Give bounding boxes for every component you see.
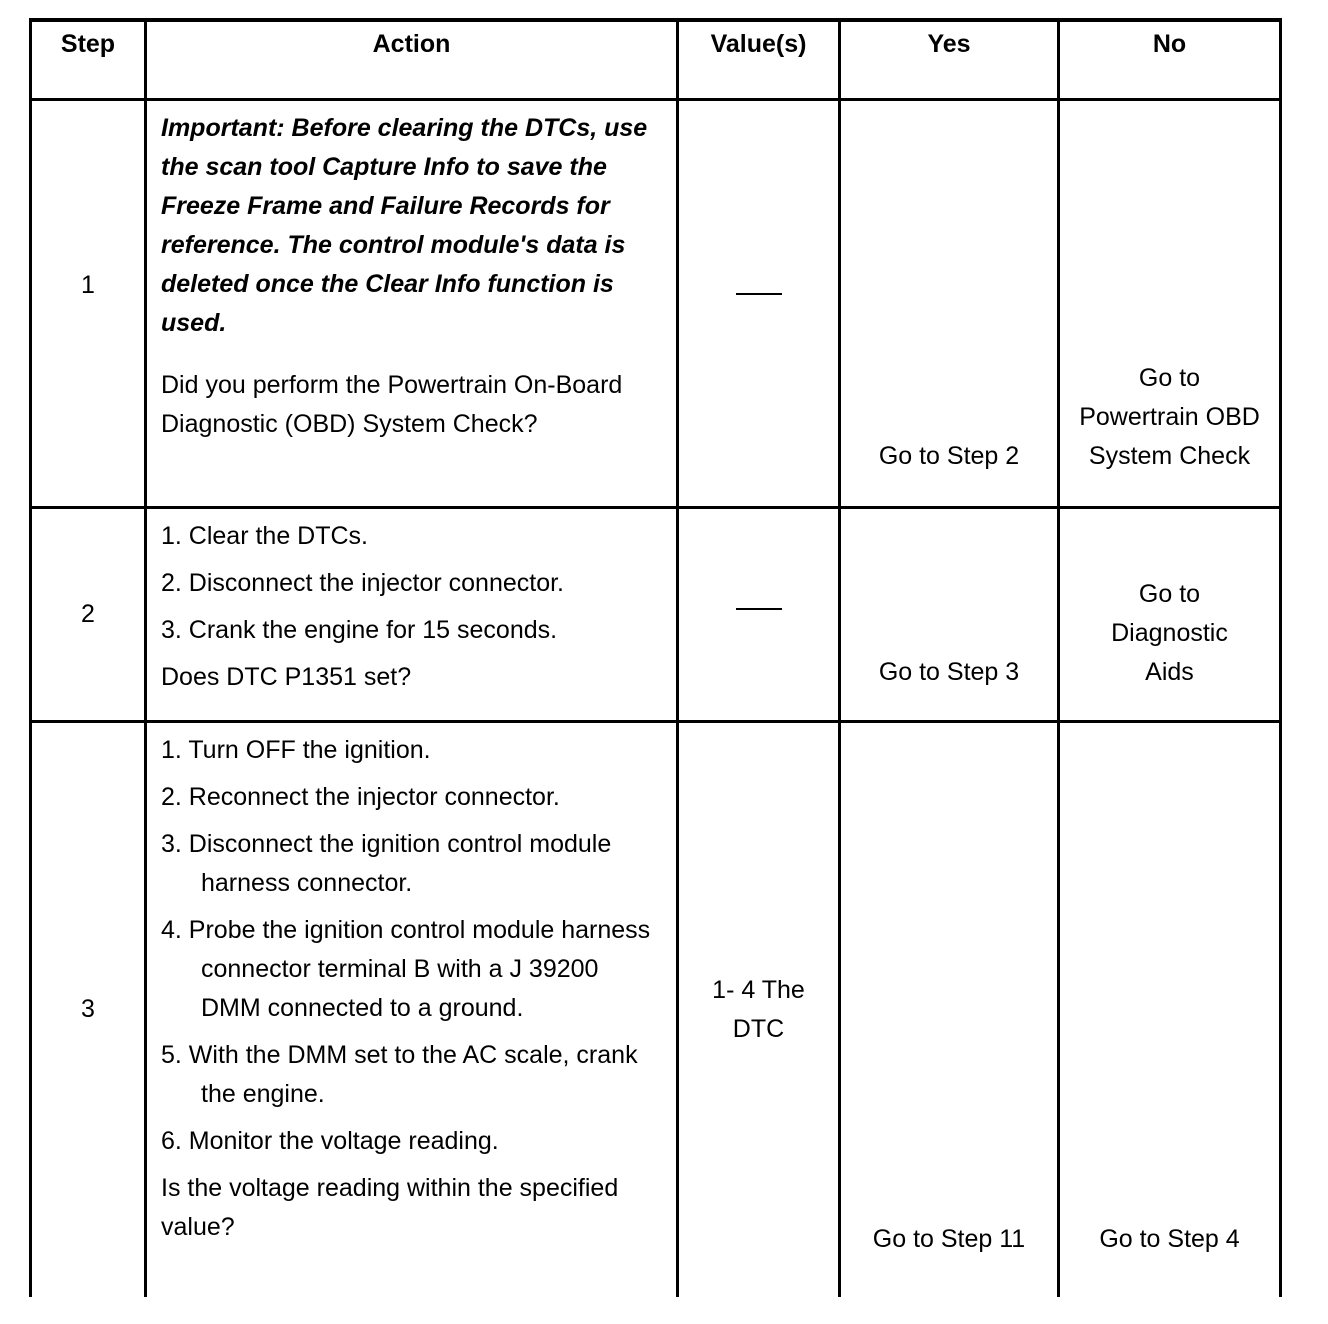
header-yes: Yes — [840, 20, 1059, 100]
action-step: 1. Turn OFF the ignition. — [161, 736, 431, 764]
step-number-text: 2 — [81, 600, 95, 628]
action-question: Did you perform the Powertrain On-Board Diagnostic (OBD) System Check? — [161, 371, 623, 438]
value-text: 1- 4 The DTC — [712, 975, 805, 1043]
action-step: 2. Reconnect the injector connector. — [161, 783, 560, 811]
yes-cell — [840, 100, 1059, 508]
action-question: Does DTC P1351 set? — [161, 663, 412, 691]
value-dash — [736, 293, 782, 295]
action-step: 5. With the DMM set to the AC scale, crank the engine. — [161, 1041, 638, 1108]
action-step: 1. Clear the DTCs. — [161, 522, 369, 550]
yes-link[interactable]: Go to Step 11 — [872, 1224, 1026, 1253]
step-number — [31, 722, 146, 1297]
no-link[interactable]: Go to Step 4 — [1099, 1224, 1240, 1253]
table-header-row — [31, 20, 1281, 100]
no-cell — [1059, 100, 1281, 508]
header-values: Value(s) — [678, 20, 840, 100]
no-link[interactable]: Go to Powertrain OBD System Check — [1079, 364, 1260, 470]
yes-cell — [840, 722, 1059, 1297]
important-note: Important: Before clearing the DTCs, use the scan tool Capture Info to save the Freeze Frame and Failure Records for reference. The control module's data is deleted once the Clear Info function is used. — [161, 114, 648, 337]
action-step: 3. Crank the engine for 15 seconds. — [161, 616, 558, 644]
header-step: Step — [31, 20, 146, 100]
value-dash — [736, 608, 782, 610]
header-no: No — [1059, 20, 1281, 100]
action-step: 4. Probe the ignition control module harness connector terminal B with a J 39200 DMM connected to a ground. — [161, 916, 651, 1022]
value-cell — [678, 508, 840, 722]
table-row — [31, 100, 1281, 508]
no-cell — [1059, 722, 1281, 1297]
action-step: 2. Disconnect the injector connector. — [161, 569, 565, 597]
table-row — [31, 508, 1281, 722]
action-cell — [146, 508, 678, 722]
action-step: 6. Monitor the voltage reading. — [161, 1127, 499, 1155]
yes-cell — [840, 508, 1059, 722]
step-number-text: 1 — [81, 271, 95, 299]
no-cell — [1059, 508, 1281, 722]
action-cell — [146, 100, 678, 508]
yes-link[interactable]: Go to Step 2 — [878, 442, 1020, 470]
no-link[interactable]: Go to Diagnostic Aids — [1111, 580, 1228, 686]
step-number-text: 3 — [81, 995, 95, 1024]
yes-link[interactable]: Go to Step 3 — [878, 658, 1020, 686]
step-number — [31, 100, 146, 508]
step-number — [31, 508, 146, 722]
action-step: 3. Disconnect the ignition control module harness connector. — [161, 830, 612, 897]
action-cell — [146, 722, 678, 1297]
value-cell — [678, 722, 840, 1297]
header-action: Action — [146, 20, 678, 100]
value-cell — [678, 100, 840, 508]
table-row — [31, 722, 1281, 1297]
action-question: Is the voltage reading within the specified value? — [161, 1174, 619, 1241]
diagnostic-table — [29, 18, 1282, 1297]
